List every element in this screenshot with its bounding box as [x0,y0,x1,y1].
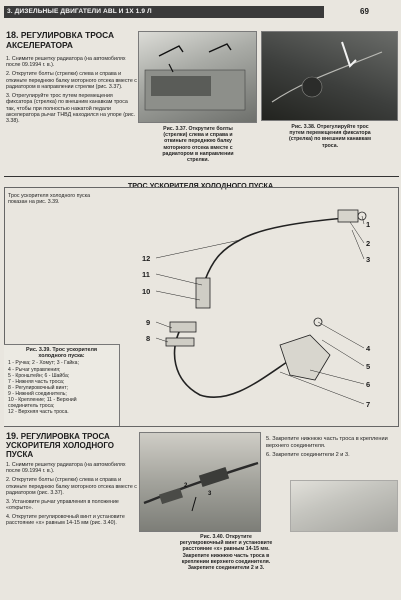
legend-item: соединитель троса; [8,403,55,410]
section-19-title-line3: ПУСКА [6,450,34,459]
figure-3-38-caption-line: Рис. 3.38. Отрегулируйте трос [291,124,369,130]
callout-12: 12 [142,254,151,263]
legend-item: 1 - Ручка; 2 - Хомут; 3 - Гайка; [8,360,79,367]
figure-3-37-caption-line: Рис. 3.37. Открутите болты [163,126,233,132]
section-19-step-3: 3. Установите рычаг управления в положение «открыто». [6,498,119,512]
section-18-title-line2: АКСЕЛЕРАТОРА [6,39,73,50]
figure-3-39-caption-line: Рис. 3.39. Трос ускорителя [25,347,98,353]
section-19-title [6,432,146,459]
figure-3-40-caption-line: Закрепите нижнюю часть троса в [182,552,270,559]
figure-3-38-caption-line: троса. [321,142,339,149]
figure-3-40-caption-block [164,534,288,571]
figure-3-40-caption-line: расстояние «х» равным 14-15 мм. [182,546,270,553]
running-title: 3. ДИЗЕЛЬНЫЕ ДВИГАТЕЛИ ABL И 1X 1.9 Л [4,6,324,18]
legend-item: 4 - Рычаг управления; [8,366,61,373]
figure-3-38-caption-line: (стрелка) по внешним канавкам [288,136,372,143]
figure-3-40-tag-3: 3 [208,491,212,497]
section-18-number: 18. [6,30,19,40]
section-18-step-2: 2. Открутите болты (стрелки) слева и справа и откиньте переднюю балку моторного отсека вместе с радиатором в направлении стрелки (рис. 3.37). [6,71,137,91]
cold-start-title: ТРОС УСКОРИТЕЛЯ ХОЛОДНОГО ПУСКА [127,181,274,190]
callout-8: 8 [146,334,151,343]
cold-start-intro-line: Трос ускорителя холодного пуска [8,193,91,199]
legend-item: 8 - Регулировочный винт; [8,384,69,391]
callout-4: 4 [366,344,371,353]
section-19-step-6: 6. Закрепите соединители 2 и 3. [266,451,350,458]
figure-3-40-tag-2: 2 [184,483,188,489]
figure-3-37-caption-line: (стрелки) слева и справа и [163,132,233,139]
callout-10: 10 [142,287,151,296]
figure-3-40-photo [139,432,261,532]
section-19-step-5: 5. Закрепите нижнюю часть троса в креплении верхнего соединителя. [266,436,388,449]
section-19-step-2: 2. Открутите болты (стрелки) слева и справа и откиньте переднюю балку моторного отсека вместе с радиатором (рис. 3.37). [6,477,137,497]
section-18-title-line1: РЕГУЛИРОВКА ТРОСА [20,30,115,40]
figure-3-38-caption-line: путем перемещения фиксатора [289,130,371,137]
callout-7: 7 [366,400,371,409]
section-19-step-1: 1. Снимите решетку радиатора (на автомобилях после 09.1994 г. в.). [6,462,126,475]
callout-1: 1 [366,220,371,229]
section-18-step-1: 1. Снимите решетку радиатора (на автомобилях после 09.1994 г. в.). [6,56,126,69]
figure-3-39-caption-line: холодного пуска: [38,353,85,360]
figure-3-40-caption-line: Закрепите соединители 2 и 3. [187,565,265,572]
callout-11: 11 [142,270,150,279]
section-19-number: 19. [6,431,19,441]
figure-3-37-caption-line: стрелки. [186,157,209,164]
callout-3: 3 [366,255,371,264]
figure-3-37-caption-line: моторного отсека вместе с [163,144,233,151]
section-18-step-3: 3. Отрегулируйте трос путем перемещения фиксатора (стрелка) по внешним канавкам троса так, чтобы при полностью нажатой педали акселератора рычаг ТНВД находился на упоре (рис. 3.38). [6,92,136,125]
page-number: 69 [360,7,369,16]
callout-9: 9 [146,318,151,327]
legend-item: 10 - Крепление; 11 - Верхний [8,396,77,403]
legend-list [4,359,119,415]
legend-item: 5 - Кронштейн; 6 - Шайба; [8,372,70,379]
callout-6: 6 [366,380,371,389]
section-19-title-line2: УСКОРИТЕЛЯ ХОЛОДНОГО [6,441,114,450]
section-19-steps-right [266,436,398,461]
callout-2: 2 [366,239,371,248]
figure-3-40-photo-right [290,480,398,532]
callout-5: 5 [366,362,371,371]
figure-3-40-caption-line: Рис. 3.40. Открутите [200,534,252,540]
section-19-step-4: 4. Открутите регулировочный винт и установите расстояние «х» равным 14-15 мм (рис. 3.40). [6,514,125,527]
figure-3-40-caption-line: креплении верхнего соединителя. [181,558,271,565]
figure-3-40-caption-line: регулировочный винт и установите [179,540,273,547]
figure-3-39-legend [4,344,120,426]
figure-3-40-drawing [140,433,261,532]
section-19-title-line1: РЕГУЛИРОВКА ТРОСА [20,432,110,441]
legend-item: 9 - Нижний соединитель; [8,390,67,397]
figure-3-39-caption [4,345,119,359]
legend-item: 7 - Нижняя часть троса; [8,378,65,385]
section-19-steps [6,462,137,529]
legend-item: 12 - Верхняя часть троса. [8,409,69,416]
figure-3-37-caption-line: радиатором в направлении [162,150,234,157]
figure-3-37-caption-line: откиньте переднюю балку [164,138,232,145]
cold-start-intro-line: показан на рис. 3.39. [8,199,60,206]
